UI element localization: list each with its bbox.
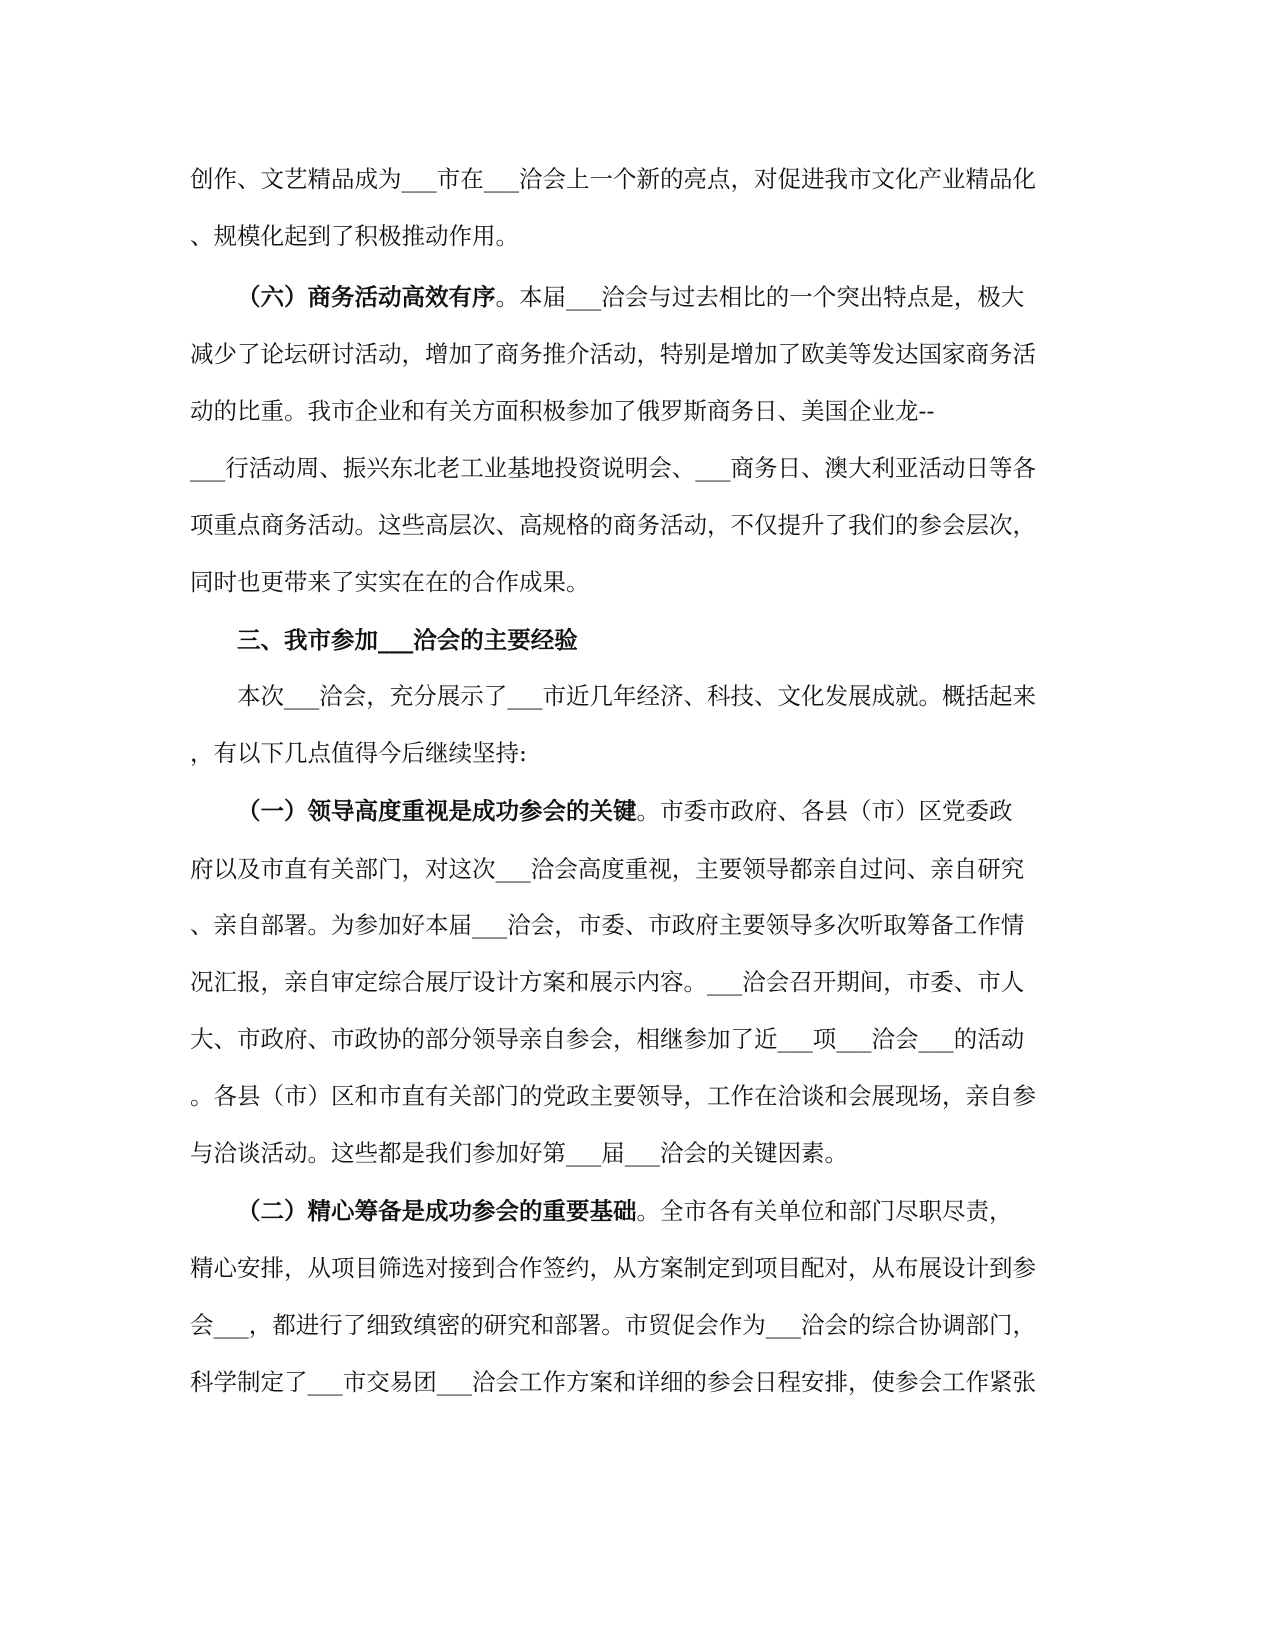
paragraph-text: 。全市各有关单位和部门尽职尽责， xyxy=(636,1197,1013,1225)
paragraph-text: 项重点商务活动。这些高层次、高规格的商务活动，不仅提升了我们的参会层次， xyxy=(190,511,1036,539)
text-line xyxy=(190,1025,1025,1056)
paragraph-text: 。各县（市）区和市直有关部门的党政主要领导，工作在洽谈和会展现场，亲自参 xyxy=(190,1082,1036,1110)
paragraph-text: 会___，都进行了细致缜密的研究和部署。市贸促会作为___洽会的综合协调部门， xyxy=(190,1311,1036,1339)
text-line xyxy=(190,397,935,428)
text-line xyxy=(190,340,1036,371)
paragraph-text: 况汇报，亲自审定综合展厅设计方案和展示内容。___洽会召开期间，市委、市人 xyxy=(190,968,1025,996)
paragraph-text: 科学制定了___市交易团___洽会工作方案和详细的参会日程安排，使参会工作紧张 xyxy=(190,1368,1036,1396)
text-line xyxy=(190,1254,1036,1285)
text-line xyxy=(190,1082,1036,1113)
paragraph-text: 大、市政府、市政协的部分领导亲自参会，相继参加了近___项___洽会___的活动 xyxy=(190,1025,1025,1053)
bold-heading-text: 三、我市参加___洽会的主要经验 xyxy=(237,626,578,654)
text-line xyxy=(190,1311,1036,1342)
paragraph-text: 动的比重。我市企业和有关方面积极参加了俄罗斯商务日、美国企业龙-- xyxy=(190,397,935,425)
paragraph-text: 同时也更带来了实实在在的合作成果。 xyxy=(190,568,590,596)
text-line xyxy=(190,454,1036,485)
paragraph-text: 府以及市直有关部门，对这次___洽会高度重视，主要领导都亲自过问、亲自研究 xyxy=(190,855,1025,883)
text-line xyxy=(190,911,1025,942)
text-line xyxy=(237,1197,1013,1228)
text-line xyxy=(237,626,578,657)
paragraph-text: 。市委市政府、各县（市）区党委政 xyxy=(636,797,1013,825)
paragraph-text: 与洽谈活动。这些都是我们参加好第___届___洽会的关键因素。 xyxy=(190,1139,848,1167)
bold-heading-text: （一）领导高度重视是成功参会的关键 xyxy=(237,797,637,825)
paragraph-text: 减少了论坛研讨活动，增加了商务推介活动，特别是增加了欧美等发达国家商务活 xyxy=(190,340,1036,368)
bold-heading-text: （六）商务活动高效有序 xyxy=(237,283,496,311)
text-line xyxy=(190,739,527,770)
paragraph-text: 创作、文艺精品成为___市在___洽会上一个新的亮点，对促进我市文化产业精品化 xyxy=(190,165,1036,193)
bold-heading-text: （二）精心筹备是成功参会的重要基础 xyxy=(237,1197,637,1225)
paragraph-text: 、规模化起到了积极推动作用。 xyxy=(190,222,519,250)
paragraph-text: ，有以下几点值得今后继续坚持: xyxy=(190,739,527,767)
text-line xyxy=(237,797,1013,828)
paragraph-text: 。本届___洽会与过去相比的一个突出特点是，极大 xyxy=(495,283,1025,311)
text-line xyxy=(237,283,1025,314)
paragraph-text: 精心安排，从项目筛选对接到合作签约，从方案制定到项目配对，从布展设计到参 xyxy=(190,1254,1036,1282)
text-line xyxy=(190,855,1025,886)
text-line xyxy=(190,568,590,599)
text-line xyxy=(190,165,1036,196)
text-line xyxy=(190,511,1036,542)
text-line xyxy=(190,1139,848,1170)
text-line xyxy=(190,1368,1036,1399)
paragraph-text: 、亲自部署。为参加好本届___洽会，市委、市政府主要领导多次听取筹备工作情 xyxy=(190,911,1025,939)
text-line xyxy=(190,968,1025,999)
paragraph-text: 本次___洽会，充分展示了___市近几年经济、科技、文化发展成就。概括起来 xyxy=(237,682,1036,710)
text-line xyxy=(190,222,519,253)
text-line xyxy=(237,682,1036,713)
paragraph-text: ___行活动周、振兴东北老工业基地投资说明会、___商务日、澳大利亚活动日等各 xyxy=(190,454,1036,482)
